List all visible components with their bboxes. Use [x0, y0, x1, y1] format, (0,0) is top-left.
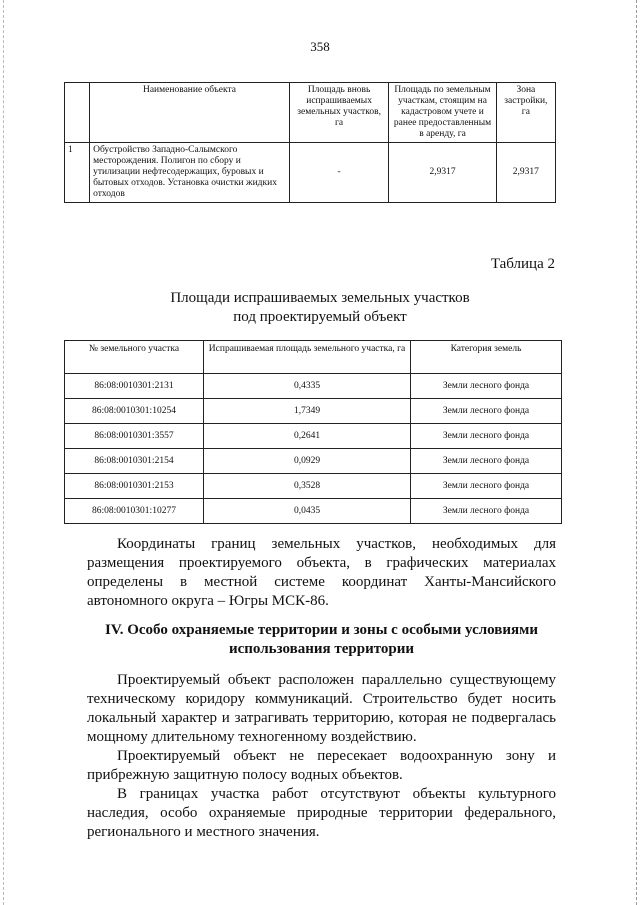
column-header-requested-area: Испрашиваемая площадь земельного участка, га [204, 341, 411, 374]
page-number: 358 [310, 39, 330, 54]
table-row [65, 143, 556, 203]
cell-area: 0,0435 [204, 499, 411, 524]
cell-category: Земли лесного фонда [411, 474, 562, 499]
cell-category: Земли лесного фонда [411, 424, 562, 449]
cell-zone: 2,9317 [496, 143, 555, 203]
table-row [65, 499, 562, 524]
column-header-object-name: Наименование объекта [90, 83, 290, 143]
cell-plot-number: 86:08:0010301:2131 [65, 374, 204, 399]
cell-registered-area: 2,9317 [389, 143, 496, 203]
scan-edge-left [3, 0, 6, 905]
cell-plot-number: 86:08:0010301:3557 [65, 424, 204, 449]
cell-number: 1 [65, 143, 90, 203]
cell-category: Земли лесного фонда [411, 449, 562, 474]
column-header-number [65, 83, 90, 143]
cell-area: 0,2641 [204, 424, 411, 449]
table-title [0, 289, 640, 327]
table-row [65, 449, 562, 474]
table-row [65, 424, 562, 449]
cell-category: Земли лесного фонда [411, 399, 562, 424]
cell-area: 0,4335 [204, 374, 411, 399]
table-title-line: под проектируемый объект [233, 309, 407, 325]
paragraph: Проектируемый объект не пересекает водоохранную зону и прибрежную защитную полосу водных объектов. [87, 748, 556, 783]
cell-object-name: Обустройство Западно-Салымского месторождения. Полигон по сбору и утилизации нефтесодержащих, буровых и бытовых отходов. Установка очистки жидких отходов [90, 143, 290, 203]
column-header-land-category: Категория земель [411, 341, 562, 374]
column-header-new-area: Площадь вновь испрашиваемых земельных участков, га [289, 83, 388, 143]
section-heading: IV. Особо охраняемые территории и зоны с особыми условиями использования территории [104, 622, 538, 657]
cell-area: 0,3528 [204, 474, 411, 499]
table-row [65, 474, 562, 499]
column-header-plot-number: № земельного участка [65, 341, 204, 374]
cell-plot-number: 86:08:0010301:2154 [65, 449, 204, 474]
table-header-row [65, 341, 562, 374]
paragraph: Проектируемый объект расположен параллельно существующему техническому коридору коммуникаций. Строительство будет носить локальный характер и затрагивать территорию, которая не подвергалась мощному длительному техногенному воздействию. [87, 672, 556, 745]
objects-table [64, 82, 556, 203]
column-header-zone: Зона застройки, га [496, 83, 555, 143]
paragraph: В границах участка работ отсутствуют объекты культурного наследия, особо охраняемые природные территории федерального, регионального и местного значения. [87, 786, 556, 840]
paragraph-coordinates: Координаты границ земельных участков, необходимых для размещения проектируемого объекта, в графических материалах определены в местной системе координат Ханты-Мансийского автономного округа – Югры МСК-86. [87, 536, 556, 609]
table-row [65, 399, 562, 424]
table-row [65, 374, 562, 399]
table-header-row [65, 83, 556, 143]
cell-new-area: - [289, 143, 388, 203]
cell-plot-number: 86:08:0010301:10277 [65, 499, 204, 524]
cell-category: Земли лесного фонда [411, 374, 562, 399]
table-title-line: Площади испрашиваемых земельных участков [170, 290, 470, 306]
cell-area: 1,7349 [204, 399, 411, 424]
cell-plot-number: 86:08:0010301:2153 [65, 474, 204, 499]
scan-edge-right [634, 0, 637, 905]
land-plots-table [64, 340, 562, 524]
column-header-registered-area: Площадь по земельным участкам, стоящим на кадастровом учете и ранее предоставленным в аренду, га [389, 83, 496, 143]
table-caption: Таблица 2 [490, 256, 555, 272]
cell-area: 0,0929 [204, 449, 411, 474]
cell-category: Земли лесного фонда [411, 499, 562, 524]
cell-plot-number: 86:08:0010301:10254 [65, 399, 204, 424]
